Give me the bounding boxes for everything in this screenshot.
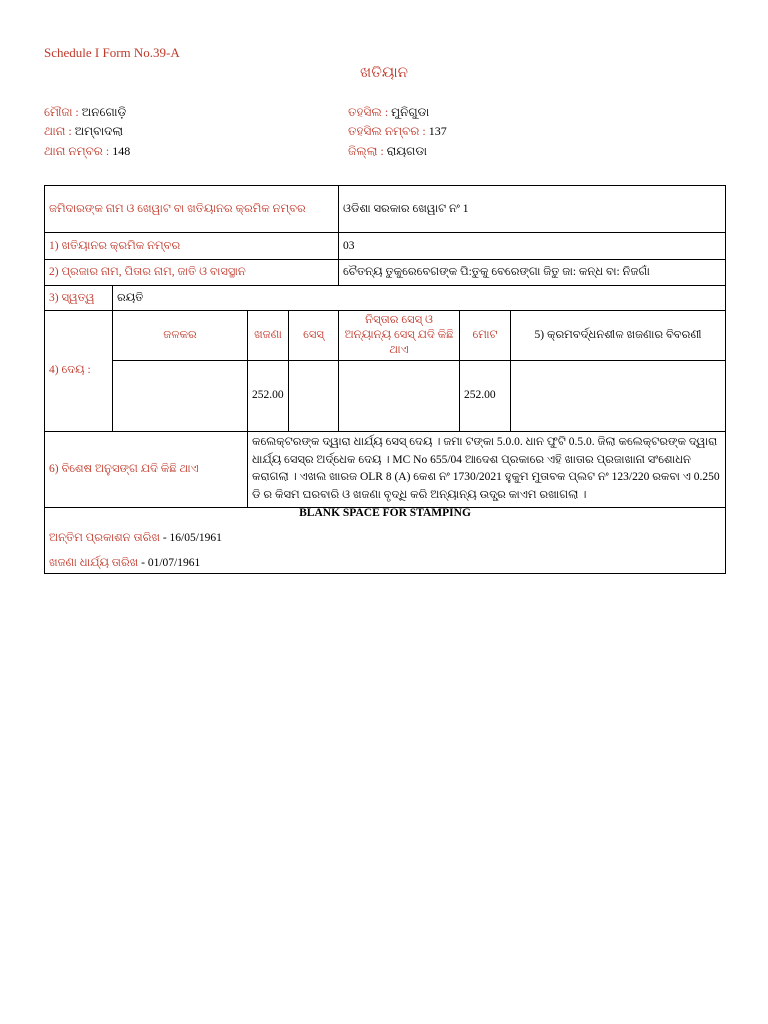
table-row bbox=[45, 311, 726, 361]
right-value: ରୟତି bbox=[113, 286, 726, 311]
document-title: ଖତିୟାନ bbox=[359, 65, 409, 81]
thana-number-value: 148 bbox=[112, 144, 131, 158]
tahasil-number-field bbox=[348, 124, 447, 139]
tahasil-number-label: ତହସିଲ ନମ୍ବର : bbox=[348, 124, 426, 138]
tenant-details-value: ଚୈତନ୍ୟ ତୁକୁରେବେଗଙ୍କ ପି:ତୁକୁ ବେରେଙ୍ଗା ଜିତୁ ଜା: କନ୍ଧ ବା: ନିଜଗାଁ bbox=[339, 260, 726, 286]
thana-number-label: ଥାନା ନମ୍ବର : bbox=[44, 144, 110, 158]
stamp-title: BLANK SPACE FOR STAMPING bbox=[299, 507, 471, 520]
district-field bbox=[348, 144, 427, 159]
table-row bbox=[45, 233, 726, 260]
rent-assessment-label: ଖଜଣା ଧାର୍ଯ୍ୟ ତାରିଖ bbox=[49, 556, 139, 569]
table-row bbox=[45, 186, 726, 233]
progressive-rent-value bbox=[511, 360, 726, 431]
ses-value bbox=[289, 360, 339, 431]
dues-label: 4) ଦେୟ : bbox=[45, 311, 113, 432]
right-label: 3) ସ୍ୱତ୍ୱ bbox=[45, 286, 113, 311]
total-value: 252.00 bbox=[460, 360, 511, 431]
tahasil-label: ତହସିଲ : bbox=[348, 105, 389, 119]
district-label: ଜିଲ୍ଲା : bbox=[348, 144, 384, 158]
thana-field bbox=[44, 124, 123, 139]
final-publication-date bbox=[49, 531, 721, 546]
col-header-jalakar: ଜଳକର bbox=[113, 311, 248, 361]
thana-value: ଅମ୍ବାଦଲା bbox=[74, 124, 123, 138]
jalakar-value bbox=[113, 360, 248, 431]
final-publication-label: ଅନ୍ତିମ ପ୍ରକାଶନ ତାରିଖ bbox=[49, 532, 160, 544]
mouza-field bbox=[44, 105, 126, 120]
table-row bbox=[45, 260, 726, 286]
thana-label: ଥାନା : bbox=[44, 124, 72, 138]
mouza-label: ମୌଜା : bbox=[44, 105, 79, 119]
landlord-value: ଓଡିଶା ସରକାର ଖେୱାଟ ନଂ 1 bbox=[339, 186, 726, 233]
thana-number-field bbox=[44, 144, 130, 159]
table-row bbox=[45, 286, 726, 311]
district-value: ରାୟଗଡା bbox=[386, 144, 428, 158]
special-remarks-label: 6) ବିଶେଷ ଅନୁସଙ୍ଗ ଯଦି କିଛି ଥାଏ bbox=[45, 431, 248, 507]
form-number: Schedule I Form No.39-A bbox=[44, 45, 180, 60]
table-row bbox=[45, 360, 726, 431]
tenant-details-label: 2) ପ୍ରଜାର ନାମ, ପିତାର ନାମ, ଜାତି ଓ ବାସସ୍ଥାନ bbox=[45, 260, 339, 286]
tahasil-field bbox=[348, 105, 429, 120]
landlord-label: ଜମିଦାରଙ୍କ ନାମ ଓ ଖେୱାଟ ବା ଖତିୟାନର କ୍ରମିକ ନମ୍ବର bbox=[45, 186, 339, 233]
table-row bbox=[45, 508, 726, 574]
col-header-total: ମୋଟ bbox=[460, 311, 511, 361]
rent-assessment-value: - 01/07/1961 bbox=[138, 556, 201, 569]
tahasil-value: ମୁନିଗୁଡା bbox=[391, 105, 430, 119]
khajana-value: 252.00 bbox=[248, 360, 289, 431]
khatiyan-serial-value: 03 bbox=[339, 233, 726, 260]
col-header-other-ses: ନିସ୍ତାର ସେସ୍ ଓ ଅନ୍ୟାନ୍ୟ ସେସ୍ ଯଦି କିଛି ଥାଏ bbox=[339, 311, 460, 361]
col-header-ses: ସେସ୍ bbox=[289, 311, 339, 361]
khatiyan-serial-label: 1) ଖତିୟାନର କ୍ରମିକ ନମ୍ବର bbox=[45, 233, 339, 260]
other-ses-value bbox=[339, 360, 460, 431]
special-remarks-value: କଲେକ୍ଟରଙ୍କ ଦ୍ୱାରା ଧାର୍ଯ୍ୟ ସେସ୍ ଦେୟ । ଜମା ଟଙ୍କା 5.0.0. ଧାନ ଫୁଟି 0.5.0. ଜିଲା କଲେକ୍ଟରଙ୍କ ଦ୍ୱାରା ଧାର୍ଯ୍ୟ ସେସ୍ର ଅର୍ଦ୍ଧେକ ଦେୟ । MC No 655/04 ଆଦେଶ ପ୍ରକାରେ ଏହି ଖାତାର ପ୍ରଜାଖାନା ସଂଶୋଧନ କରାଗଲା । ଏଖଲ ଖାରଜ OLR 8 (A) କେଶ ନଂ 1730/2021 ହୁକୁମ ମୁତାବକ ପ୍ଲଟ ନଂ 123/220 ରକବା ଏ 0.250 ଡି ର କିସମ ଘରବାରି ଓ ଖଜଣା ବୃଦ୍ଧି କରି ଅନ୍ୟାନ୍ୟ ଉଦ୍ଧ୍ର କାଏମ ରଖାଗଲା । bbox=[248, 431, 726, 507]
col-header-khajana: ଖଜଣା bbox=[248, 311, 289, 361]
mouza-value: ଅନଗୋଡ଼ି bbox=[81, 105, 127, 119]
final-publication-value: - 16/05/1961 bbox=[159, 532, 222, 544]
rent-assessment-date bbox=[49, 556, 721, 571]
col-header-progressive-rent: 5) କ୍ରମବର୍ଦ୍ଧନଶୀଳ ଖଜଣାର ବିବରଣୀ bbox=[511, 311, 726, 361]
stamping-area bbox=[45, 508, 726, 574]
khatiyan-table bbox=[44, 185, 726, 574]
table-row bbox=[45, 431, 726, 507]
tahasil-number-value: 137 bbox=[428, 124, 447, 138]
